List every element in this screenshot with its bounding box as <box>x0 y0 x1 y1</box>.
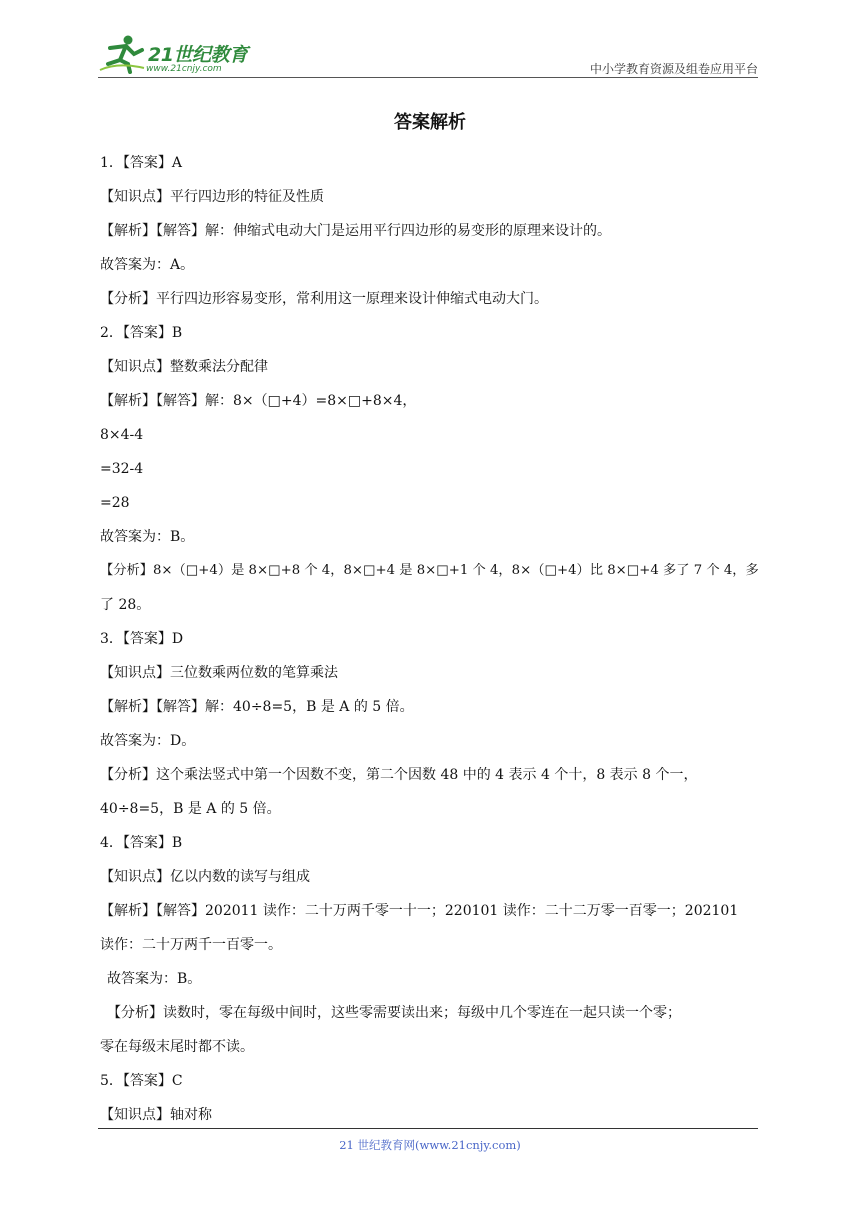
text-line: 【解析】【解答】解：伸缩式电动大门是运用平行四边形的易变形的原理来设计的。 <box>100 223 611 239</box>
text-line: 2．【答案】B <box>100 325 183 341</box>
runner-logo-icon <box>98 34 146 74</box>
text-line: 了 28。 <box>100 597 151 613</box>
text-line: 4．【答案】B <box>100 835 183 851</box>
text-line: 【分析】读数时，零在每级中间时，这些零需要读出来；每级中几个零连在一起只读一个零； <box>107 1005 681 1021</box>
logo <box>98 34 268 74</box>
page-footer: 21 世纪教育网(www.21cnjy.com) <box>339 1138 521 1152</box>
text-line: 【分析】平行四边形容易变形，常利用这一原理来设计伸缩式电动大门。 <box>100 291 548 307</box>
text-line: 故答案为：B。 <box>107 971 202 987</box>
text-line: =28 <box>100 495 130 511</box>
text-line: 故答案为：D。 <box>100 733 196 749</box>
text-line: 【知识点】整数乘法分配律 <box>100 359 268 375</box>
text-line: 40÷8=5，B 是 A 的 5 倍。 <box>100 801 281 817</box>
text-line: =32-4 <box>100 461 144 477</box>
text-line: 【知识点】亿以内数的读写与组成 <box>100 869 310 885</box>
answer-content <box>100 146 760 1132</box>
logo-url: www.21cnjy.com <box>146 64 222 74</box>
text-line: 【知识点】轴对称 <box>100 1107 212 1123</box>
text-line: 【知识点】三位数乘两位数的笔算乘法 <box>100 665 338 681</box>
header-divider <box>98 77 758 78</box>
text-line: 【解析】【解答】202011 读作：二十万两千零一十一；220101 读作：二十二万零一百零一；202101 <box>100 903 739 919</box>
page-title: 答案解析 <box>394 112 466 133</box>
text-line: 故答案为：B。 <box>100 529 195 545</box>
text-line: 8×4-4 <box>100 427 144 443</box>
text-line: 【分析】这个乘法竖式中第一个因数不变，第二个因数 48 中的 4 表示 4 个十，8 表示 8 个一， <box>100 767 698 783</box>
text-line: 【分析】8×（□+4）是 8×□+8 个 4，8×□+4 是 8×□+1 个 4，8×（□+4）比 8×□+4 多了 7 个 4，多 <box>100 563 759 578</box>
text-line: 1．【答案】A <box>100 155 183 171</box>
text-line: 读作：二十万两千一百零一。 <box>100 937 282 953</box>
text-line: 故答案为：A。 <box>100 257 195 273</box>
text-line: 【解析】【解答】解：8×（□+4）=8×□+8×4， <box>100 393 417 409</box>
header-platform-text: 中小学教育资源及组卷应用平台 <box>589 62 758 76</box>
text-line: 5．【答案】C <box>100 1073 183 1089</box>
text-line: 3．【答案】D <box>100 631 184 647</box>
text-line: 零在每级末尾时都不读。 <box>100 1039 254 1055</box>
text-line: 【解析】【解答】解：40÷8=5，B 是 A 的 5 倍。 <box>100 699 414 715</box>
logo-text: 21世纪教育 <box>148 44 248 66</box>
text-line: 【知识点】平行四边形的特征及性质 <box>100 189 324 205</box>
page-header <box>98 30 758 78</box>
footer-divider <box>98 1128 758 1129</box>
